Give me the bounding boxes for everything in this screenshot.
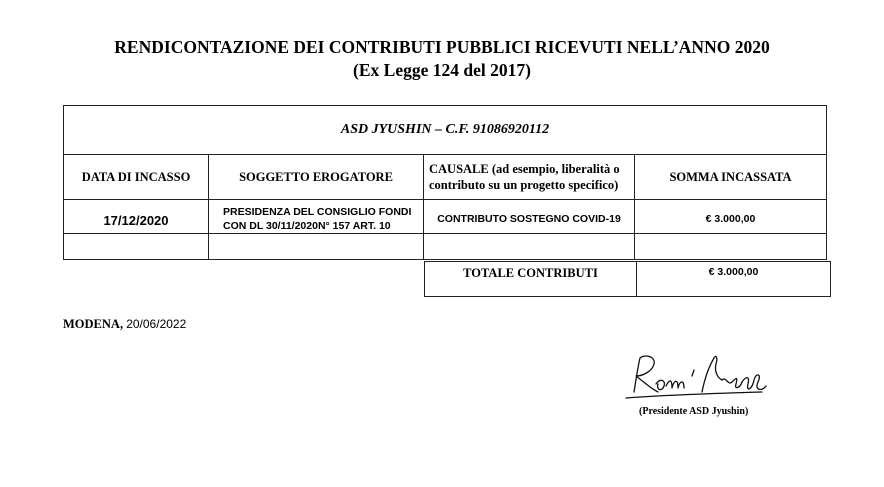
contributions-table (63, 105, 827, 260)
footer-place-date (63, 317, 186, 332)
column-header-reason-line2: contributo su un progetto specifico) (429, 178, 619, 192)
column-header-subject: SOGGETTO EROGATORE (209, 155, 424, 200)
table-row (64, 200, 827, 234)
row-subject-line2: CON DL 30/11/2020N° 157 ART. 10 (223, 219, 391, 232)
organization-header: ASD JYUSHIN – C.F. 91086920112 (64, 106, 827, 155)
document-title: RENDICONTAZIONE DEI CONTRIBUTI PUBBLICI RICEVUTI NELL’ANNO 2020 (114, 37, 770, 57)
row-reason: CONTRIBUTO SOSTEGNO COVID-19 (424, 200, 635, 234)
total-label: TOTALE CONTRIBUTI (425, 262, 637, 297)
row-subject-line1: PRESIDENZA DEL CONSIGLIO FONDI (223, 205, 412, 218)
row-subject (209, 200, 424, 234)
column-header-date: DATA DI INCASSO (64, 155, 209, 200)
row-date: 17/12/2020 (64, 200, 209, 234)
signature-caption: (Presidente ASD Jyushin) (639, 406, 749, 417)
column-header-reason (424, 155, 635, 200)
table-row-empty (64, 234, 827, 260)
handwritten-signature (622, 352, 782, 408)
total-amount: € 3.000,00 (637, 262, 831, 297)
document-subtitle: (Ex Legge 124 del 2017) (353, 60, 531, 80)
footer-place: MODENA, (63, 317, 124, 331)
footer-date: 20/06/2022 (126, 317, 187, 331)
column-header-amount: SOMMA INCASSATA (635, 155, 827, 200)
total-table (424, 261, 831, 297)
column-header-reason-line1: CAUSALE (ad esempio, liberalità o (429, 162, 620, 176)
row-amount: € 3.000,00 (635, 200, 827, 234)
